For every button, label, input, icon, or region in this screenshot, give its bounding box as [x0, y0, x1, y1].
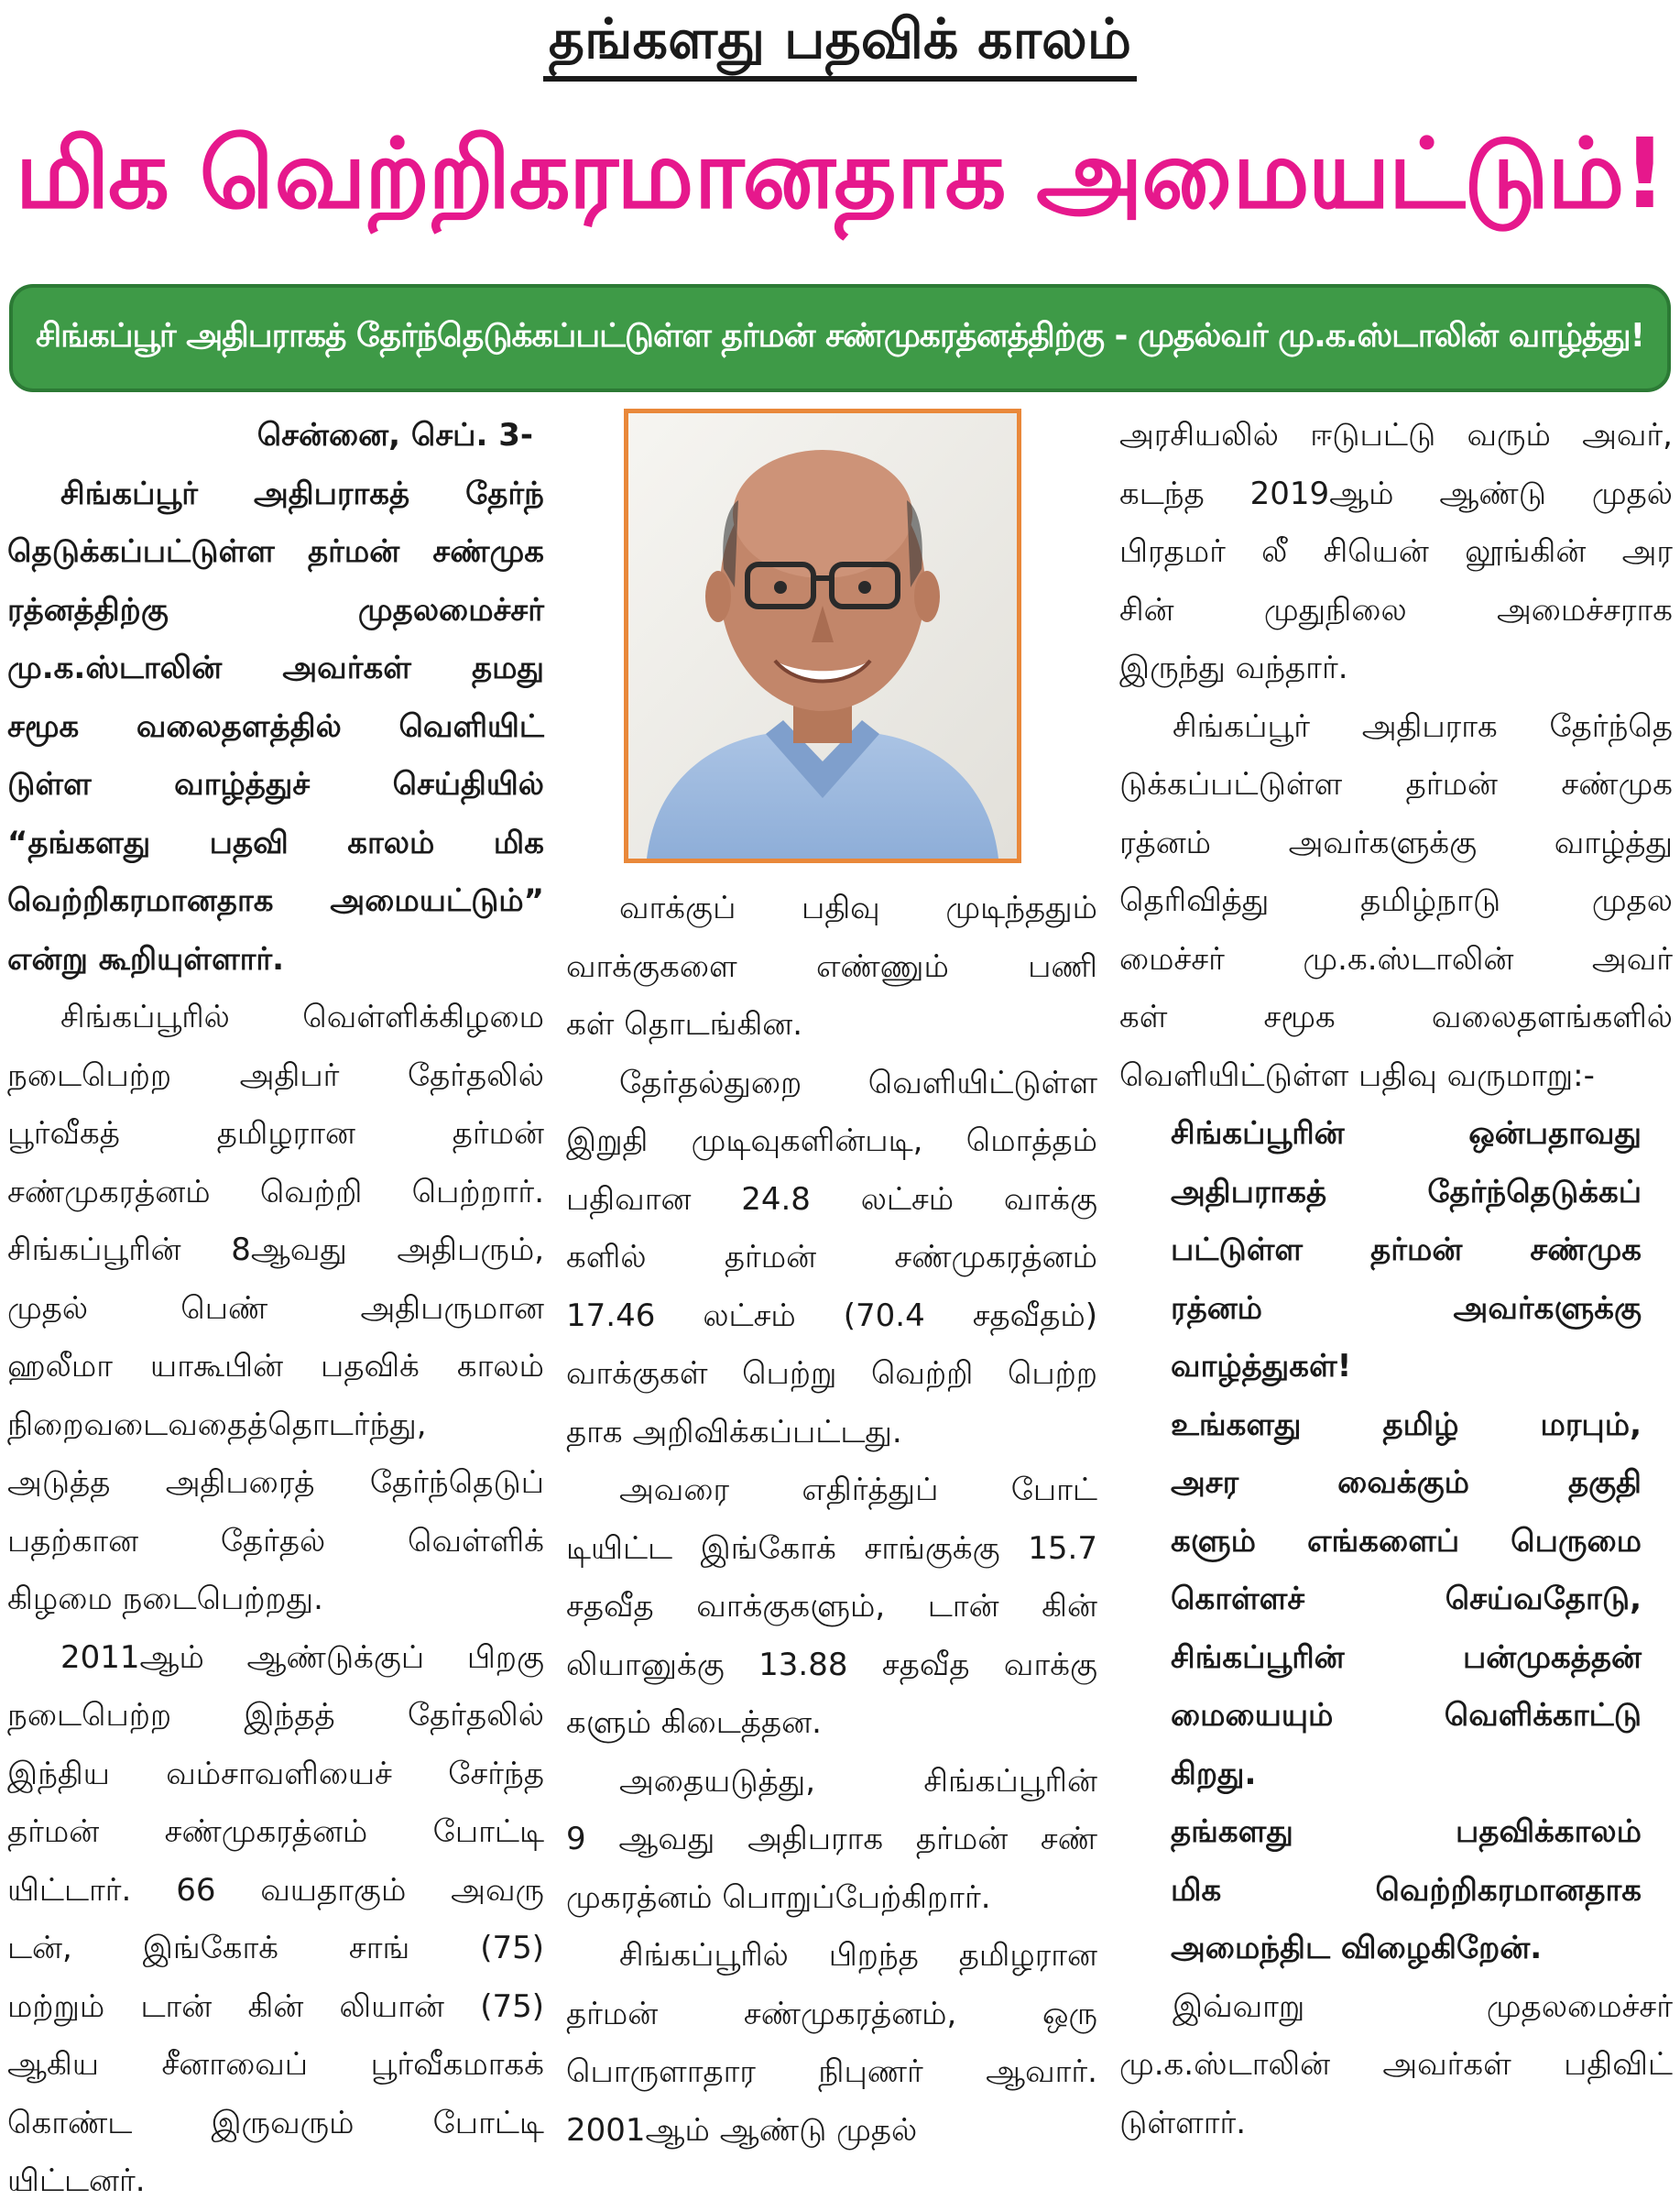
quoted-message — [1119, 1105, 1673, 1396]
text-line: வாழ்த்துகள்! — [1171, 1348, 1352, 1385]
text-line: களும் கிடைத்தன. — [566, 1704, 822, 1741]
text-line: இருந்து வந்தார். — [1119, 650, 1348, 686]
headline-text: மிக வெற்றிகரமானதாக அமையட்டும்! — [15, 118, 1665, 230]
text-line: டுக்கப்பட்டுள்ள தர்மன் சண்முக — [1119, 766, 1673, 803]
text-line: சிங்கப்பூரின் பன்முகத்தன் — [1171, 1638, 1642, 1676]
text-line: சிங்கப்பூரின் 8ஆவது அதிபரும், — [7, 1231, 544, 1268]
text-line: பதற்கான தேர்தல் வெள்ளிக் — [7, 1522, 544, 1560]
text-line: தெரிவித்து தமிழ்நாடு முதல — [1119, 882, 1673, 919]
text-line: வாக்குகள் பெற்று வெற்றி பெற்ற — [566, 1355, 1097, 1392]
text-line: சிங்கப்பூர் அதிபராகத் தேர்ந் — [60, 475, 544, 512]
text-line: வாக்குகளை எண்ணும் பணி — [566, 947, 1097, 985]
text-line: ரத்னத்திற்கு முதலமைச்சர் — [7, 591, 544, 629]
text-line: லியானுக்கு 13.88 சதவீத வாக்கு — [566, 1646, 1097, 1683]
text-line: தர்மன் சண்முகரத்னம், ஒரு — [566, 1995, 1097, 2032]
text-line: டுள்ளார். — [1119, 2104, 1247, 2141]
text-line: அதிபராகத் தேர்ந்தெடுக்கப் — [1171, 1173, 1642, 1210]
text-line: உங்களது தமிழ் மரபும், — [1171, 1406, 1642, 1443]
quoted-message — [1119, 1396, 1673, 1804]
text-line: கிறது. — [1171, 1755, 1257, 1792]
closing-paragraph — [1119, 1978, 1673, 2153]
portrait-photo — [624, 409, 1021, 863]
text-line: முகரத்னம் பொறுப்பேற்கிறார். — [566, 1878, 991, 1916]
article-column-2 — [566, 880, 1097, 2160]
text-line: டுள்ள வாழ்த்துச் செய்தியில் — [7, 766, 544, 803]
portrait-illustration — [628, 413, 1017, 859]
text-line: ஹலீமா யாகூபின் பதவிக் காலம் — [7, 1348, 544, 1385]
text-line: இவ்வாறு முதலமைச்சர் — [1173, 1987, 1673, 2025]
quoted-message — [1119, 1803, 1673, 1978]
text-line: 2001ஆம் ஆண்டு முதல் — [566, 2111, 918, 2149]
text-line: வெளியிட்டுள்ள பதிவு வருமாறு:- — [1119, 1056, 1595, 1094]
text-line: யிட்டனர். — [7, 2162, 146, 2199]
text-line: மற்றும் டான் கின் லியான் (75) — [7, 1987, 544, 2025]
kicker-heading — [0, 0, 1680, 84]
article-column-1 — [7, 407, 544, 2211]
text-line: 2011ஆம் ஆண்டுக்குப் பிறகு — [60, 1638, 544, 1676]
text-line: பதிவான 24.8 லட்சம் வாக்கு — [566, 1180, 1097, 1218]
text-line: நடைபெற்ற இந்தத் தேர்தலில் — [7, 1697, 544, 1734]
text-line: 17.46 லட்சம் (70.4 சதவீதம்) — [566, 1297, 1097, 1334]
text-line: மையையும் வெளிக்காட்டு — [1171, 1697, 1642, 1734]
text-line: மைச்சர் மு.க.ஸ்டாலின் அவர் — [1119, 940, 1673, 978]
text-line: தாக அறிவிக்கப்பட்டது. — [566, 1413, 902, 1450]
text-line: கடந்த 2019ஆம் ஆண்டு முதல் — [1119, 475, 1673, 512]
paragraph — [566, 1927, 1097, 2160]
text-line: பட்டுள்ள தர்மன் சண்முக — [1171, 1231, 1642, 1268]
text-line: அரசியலில் ஈடுபட்டு வரும் அவர், — [1119, 417, 1673, 454]
text-line: மு.க.ஸ்டாலின் அவர்கள் பதிவிட் — [1119, 2046, 1673, 2083]
text-line: டியிட்ட இங்கோக் சாங்குக்கு 15.7 — [566, 1529, 1097, 1567]
text-line: கொண்ட இருவரும் போட்டி — [7, 2104, 544, 2141]
headline — [0, 103, 1680, 258]
text-line: அடுத்த அதிபரைத் தேர்ந்தெடுப் — [7, 1464, 544, 1501]
paragraph — [1119, 407, 1673, 698]
text-line: களில் தர்மன் சண்முகரத்னம் — [566, 1239, 1097, 1275]
text-line: சிங்கப்பூரில் பிறந்த தமிழரான — [619, 1937, 1097, 1974]
text-line: கள் தொடங்கின. — [566, 1006, 803, 1043]
text-line: தர்மன் சண்முகரத்னம் போட்டி — [7, 1813, 544, 1850]
text-line: மிக வெற்றிகரமானதாக — [1171, 1871, 1642, 1909]
text-line: அமைந்திட விழைகிறேன். — [1171, 1930, 1543, 1966]
text-line: என்று கூறியுள்ளார். — [7, 940, 285, 978]
text-line: கொள்ளச் செய்வதோடு, — [1171, 1581, 1642, 1617]
lead-paragraph — [7, 465, 544, 990]
kicker-text: தங்களது பதவிக் காலம் — [543, 3, 1137, 82]
text-line: ரத்னம் அவர்களுக்கு — [1171, 1289, 1642, 1327]
text-line: முதல் பெண் அதிபருமான — [7, 1289, 544, 1327]
text-line: அசர வைக்கும் தகுதி — [1171, 1464, 1642, 1501]
text-line: 9 ஆவது அதிபராக தர்மன் சண் — [566, 1821, 1097, 1857]
text-line: சிங்கப்பூர் அதிபராக தேர்ந்தெ — [1173, 707, 1673, 745]
paragraph — [7, 1629, 544, 2211]
paragraph — [7, 989, 544, 1629]
text-line: கிழமை நடைபெற்றது. — [7, 1581, 323, 1617]
text-line: நிறைவடைவதைத்தொடர்ந்து, — [7, 1406, 427, 1443]
text-line: வெற்றிகரமானதாக அமையட்டும்” — [7, 882, 544, 919]
text-line: ரத்னம் அவர்களுக்கு வாழ்த்து — [1119, 824, 1673, 861]
paragraph — [566, 1753, 1097, 1928]
text-line: மு.க.ஸ்டாலின் அவர்கள் தமது — [7, 650, 544, 686]
text-line: வாக்குப் பதிவு முடிந்ததும் — [619, 890, 1097, 926]
text-line: சிங்கப்பூரில் வெள்ளிக்கிழமை — [60, 999, 544, 1035]
text-line: சதவீத வாக்குகளும், டான் கின் — [566, 1588, 1097, 1625]
text-line: பொருளாதார நிபுணர் ஆவார். — [566, 2053, 1097, 2090]
text-line: தங்களது பதவிக்காலம் — [1171, 1813, 1642, 1850]
text-line: தேர்தல்துறை வெளியிட்டுள்ள — [619, 1064, 1097, 1101]
text-line: அவரை எதிர்த்துப் போட் — [619, 1472, 1097, 1508]
text-line: அதையடுத்து, சிங்கப்பூரின் — [619, 1762, 1097, 1800]
text-line: பூர்வீகத் தமிழரான தர்மன் — [7, 1115, 544, 1152]
subheadline-banner — [9, 284, 1671, 392]
text-line: “தங்களது பதவி காலம் மிக — [7, 824, 544, 861]
text-line: சமூக வலைதளத்தில் வெளியிட் — [7, 707, 544, 745]
text-line: பிரதமர் லீ சியென் லூங்கின் அர — [1119, 533, 1673, 570]
text-line: இறுதி முடிவுகளின்படி, மொத்தம் — [566, 1122, 1097, 1159]
paragraph — [566, 880, 1097, 1055]
banner-text: சிங்கப்பூர் அதிபராகத் தேர்ந்தெடுக்கப்பட்டுள்ள தர்மன் சண்முகரத்னத்திற்கு - முதல்வர் மு.க.ஸ்டாலின் வாழ்த்து! — [35, 317, 1645, 355]
paragraph — [566, 1461, 1097, 1753]
paragraph — [1119, 698, 1673, 1106]
text-line: ஆகிய சீனாவைப் பூர்வீகமாகக் — [7, 2046, 544, 2083]
text-line: தெடுக்கப்பட்டுள்ள தர்மன் சண்முக — [7, 533, 544, 570]
article-column-3 — [1119, 407, 1673, 2152]
dateline: சென்னை, செப். 3- — [256, 417, 533, 454]
text-line: சிங்கப்பூரின் ஒன்பதாவது — [1171, 1115, 1642, 1152]
text-line: டன், இங்கோக் சாங் (75) — [7, 1930, 544, 1966]
paragraph — [566, 1055, 1097, 1462]
text-line: நடைபெற்ற அதிபர் தேர்தலில் — [7, 1056, 544, 1094]
text-line: கள் சமூக வலைதளங்களில் — [1119, 999, 1673, 1035]
text-line: இந்திய வம்சாவளியைச் சேர்ந்த — [7, 1755, 544, 1792]
text-line: சின் முதுநிலை அமைச்சராக — [1119, 591, 1673, 629]
text-line: களும் எங்களைப் பெருமை — [1171, 1522, 1642, 1560]
text-line: யிட்டார். 66 வயதாகும் அவரு — [7, 1871, 544, 1909]
text-line: சண்முகரத்னம் வெற்றி பெற்றார். — [7, 1173, 544, 1210]
